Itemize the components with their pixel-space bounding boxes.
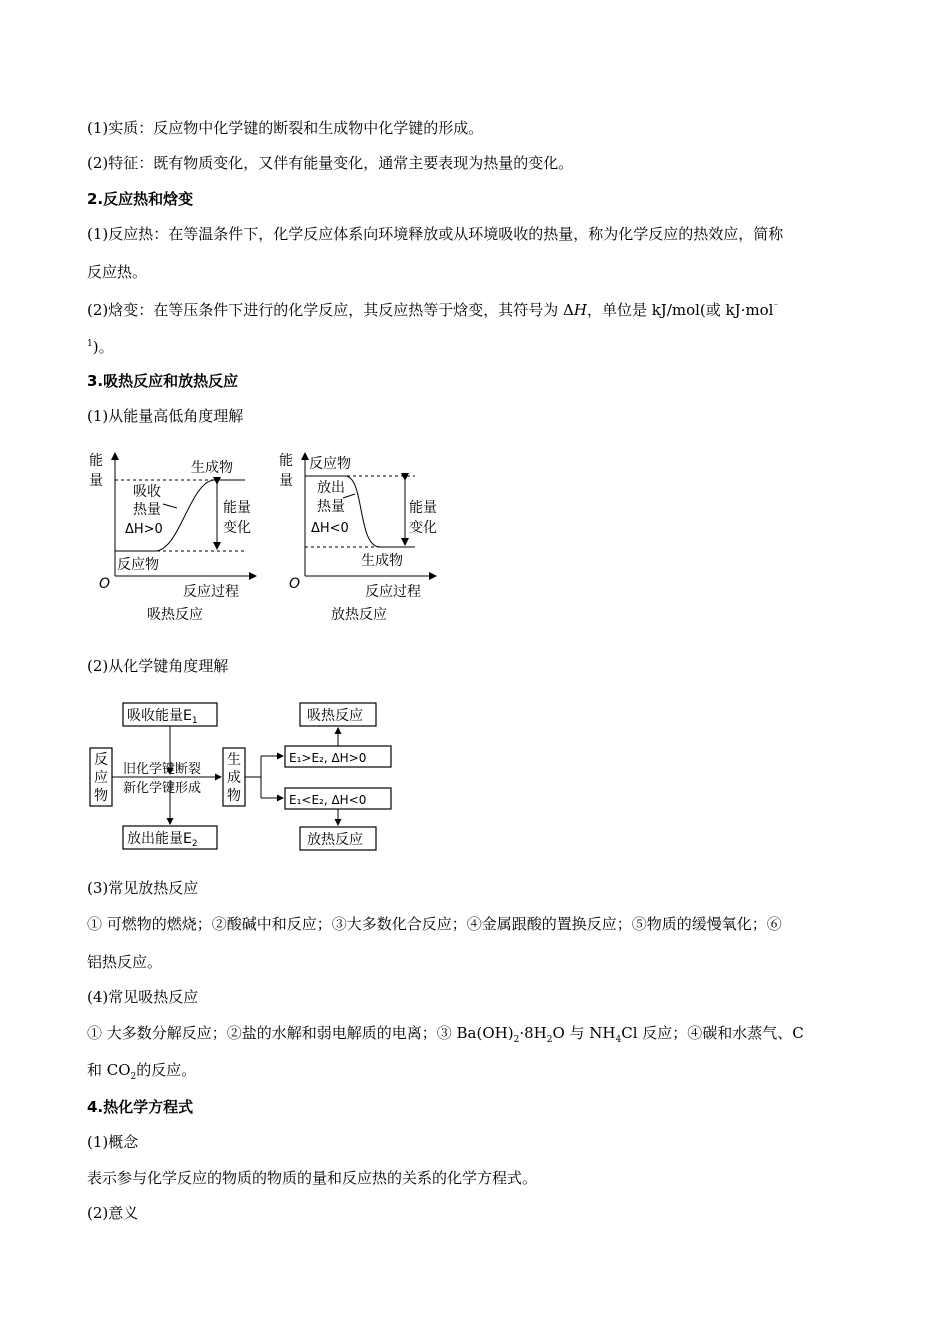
right-y-label-1: 能 — [279, 453, 293, 469]
reactant-char-1: 反 — [94, 752, 108, 768]
right-change-1: 能量 — [409, 500, 437, 516]
endo-label: 吸热反应 — [307, 708, 363, 724]
reactant-char-3: 物 — [94, 788, 108, 804]
endo-text-g: Cl 反应；④碳和水蒸气、C — [621, 1024, 804, 1042]
old-bond-label: 旧化学键断裂 — [123, 762, 202, 777]
new-bond-label: 新化学键形成 — [123, 781, 202, 796]
endo-sub-3: 4 — [615, 1035, 622, 1045]
left-y-label-1: 能 — [89, 453, 103, 469]
enthalpy-sup: ⁻ — [773, 302, 779, 312]
enthalpy-line — [87, 297, 778, 320]
endo-text-e: O 与 NH — [552, 1024, 616, 1042]
right-caption: 放热反应 — [331, 607, 387, 623]
enthalpy-end: )。 — [92, 338, 114, 356]
left-pointer — [163, 504, 177, 508]
left-change-2: 变化 — [223, 520, 251, 536]
right-release-2: 热量 — [317, 499, 345, 515]
reactant-char-2: 应 — [94, 770, 108, 786]
exothermic-diagram — [279, 452, 437, 623]
product-char-2: 成 — [227, 770, 241, 786]
left-y-label-2: 量 — [89, 473, 103, 489]
section-heading-2: 2.反应热和焓变 — [87, 190, 194, 208]
exothermic-heading: (3)常见放热反应 — [87, 879, 199, 897]
endothermic-diagram — [89, 452, 255, 623]
enthalpy-symbol: H — [573, 301, 587, 319]
endothermic-heading: (4)常见吸热反应 — [87, 988, 199, 1006]
right-change-2: 变化 — [409, 520, 437, 536]
energy-view-heading: (1)从能量高低角度理解 — [87, 407, 244, 425]
meaning-heading: (2)意义 — [87, 1204, 139, 1222]
bond-diagram — [85, 696, 395, 856]
endo2-text-a: 和 CO — [87, 1061, 131, 1079]
left-absorb-2: 热量 — [133, 502, 161, 518]
right-release-3: ΔH<0 — [311, 521, 349, 536]
concept-text: 表示参与化学反应的物质的物质的量和反应热的关系的化学方程式。 — [87, 1169, 538, 1187]
cond1-label: E₁>E₂, ΔH>0 — [289, 751, 367, 765]
endo-sub-1: 2 — [513, 1035, 520, 1045]
endo-text-a: ① 大多数分解反应；②盐的水解和弱电解质的电离；③ Ba(OH) — [87, 1024, 514, 1042]
enthalpy-exp: 1 — [87, 339, 93, 349]
exothermic-list: ① 可燃物的燃烧；②酸碱中和反应；③大多数化合反应；④金属跟酸的置换反应；⑤物质的缓慢氧化；⑥ — [87, 915, 782, 933]
reaction-heat-line: (1)反应热：在等温条件下，化学反应体系向环境释放或从环境吸收的热量，称为化学反应的热效应，简称 — [87, 225, 784, 243]
reaction-heat-line-cont: 反应热。 — [87, 263, 148, 281]
left-product-label: 生成物 — [191, 460, 233, 476]
product-char-1: 生 — [227, 752, 241, 768]
right-y-label-2: 量 — [279, 473, 293, 489]
left-absorb-1: 吸收 — [133, 484, 161, 500]
left-caption: 吸热反应 — [147, 607, 203, 623]
endo2-text-c: 的反应。 — [136, 1061, 197, 1079]
right-reactant-label: 反应物 — [309, 456, 351, 472]
exothermic-list-cont: 铝热反应。 — [87, 953, 163, 971]
left-origin: O — [99, 576, 111, 592]
section-heading-3: 3.吸热反应和放热反应 — [87, 372, 239, 390]
left-change-1: 能量 — [223, 500, 251, 516]
product-char-3: 物 — [227, 788, 241, 804]
endo2-sub: 2 — [130, 1072, 137, 1082]
concept-heading: (1)概念 — [87, 1133, 139, 1151]
release-label: 放出能量$E_2$ — [127, 831, 198, 849]
endothermic-list — [87, 1023, 804, 1050]
left-x-label: 反应过程 — [183, 584, 239, 600]
bond-view-heading: (2)从化学键角度理解 — [87, 657, 229, 675]
absorb-label: 吸收能量$E_1$ — [127, 708, 198, 726]
enthalpy-text-a: (2)焓变：在等压条件下进行的化学反应，其反应热等于焓变，其符号为 Δ — [87, 301, 574, 319]
right-release-1: 放出 — [317, 480, 345, 496]
feature-line: (2)特征：既有物质变化，又伴有能量变化，通常主要表现为热量的变化。 — [87, 154, 574, 172]
enthalpy-text-c: ，单位是 kJ/mol(或 kJ·mol — [586, 301, 774, 319]
exo-label: 放热反应 — [307, 832, 363, 848]
right-origin: O — [289, 576, 301, 592]
endothermic-list-cont — [87, 1060, 196, 1087]
left-reactant-label: 反应物 — [117, 557, 159, 573]
right-product-label: 生成物 — [361, 553, 403, 569]
enthalpy-line-cont — [87, 334, 114, 357]
endo-sub-2: 2 — [546, 1035, 553, 1045]
endo-text-c: ·8H — [519, 1024, 547, 1042]
cond2-label: E₁<E₂, ΔH<0 — [289, 793, 367, 807]
right-x-label: 反应过程 — [365, 584, 421, 600]
essence-line: (1)实质：反应物中化学键的断裂和生成物中化学键的形成。 — [87, 119, 484, 137]
left-absorb-3: ΔH>0 — [125, 522, 163, 537]
section-heading-4: 4.热化学方程式 — [87, 1098, 194, 1116]
energy-diagram — [85, 448, 455, 633]
